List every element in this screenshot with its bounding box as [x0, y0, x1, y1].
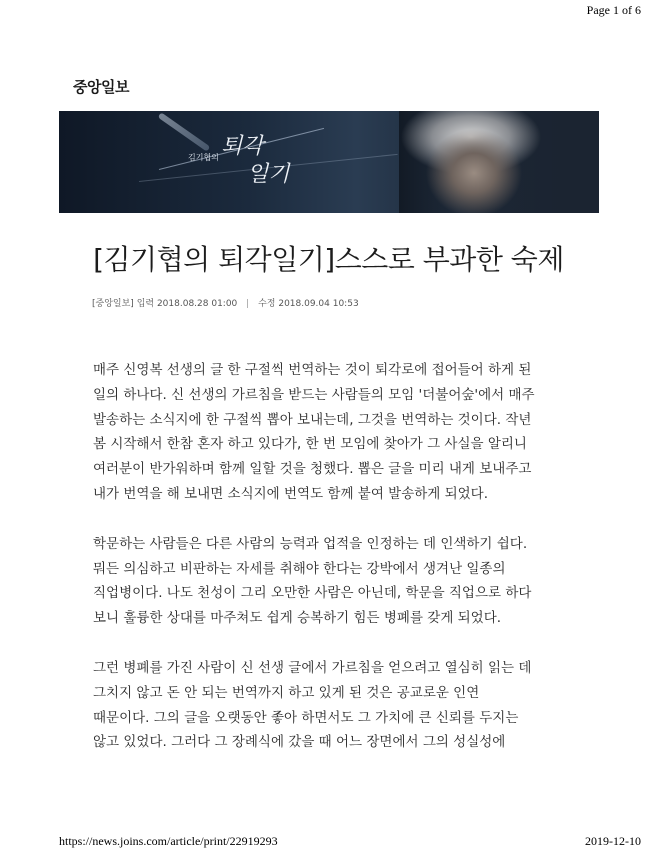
text-line: 그런 병폐를 가진 사람이 신 선생 글에서 가르침을 얻으려고 열심히 읽는 데 [93, 659, 532, 676]
text-line: 그치지 않고 돈 안 되는 번역까지 하고 있게 된 것은 공교로운 인연 [93, 684, 480, 701]
paragraph [93, 656, 571, 755]
article-headline: [김기협의 퇴각일기]스스로 부과한 숙제 [93, 243, 564, 276]
print-date: 2019-12-10 [585, 834, 641, 848]
article-meta [92, 296, 359, 309]
page-indicator: Page 1 of 6 [586, 3, 641, 17]
page-url[interactable]: https://news.joins.com/article/print/22919293 [59, 834, 278, 848]
text-line: 않고 있었다. 그러다 그 장례식에 갔을 때 어느 장면에서 그의 성실성에 [93, 734, 506, 751]
text-line: 일의 하나다. 신 선생의 가르침을 받드는 사람들의 모임 '더불어숲'에서 매주 [93, 386, 535, 403]
published-label: 입력 [136, 299, 155, 309]
text-line: 내가 번역을 해 보내면 소식지에 번역도 함께 붙여 발송하게 되었다. [93, 485, 489, 502]
updated-time: 2018.09.04 10:53 [278, 299, 359, 309]
banner-title-part1: 퇴각 [221, 134, 264, 159]
text-line: 봄 시작해서 한참 혼자 하고 있다가, 한 번 모임에 찾아가 그 사실을 알리니 [93, 436, 527, 453]
pen-graphic [158, 112, 211, 151]
banner-title-part2: 일기 [247, 162, 290, 187]
banner-author-label: 김기협의 [188, 153, 219, 162]
text-line: 발송하는 소식지에 한 구절씩 뽑아 보내는데, 그것을 번역하는 것이다. 작년 [93, 411, 532, 428]
paragraph [93, 358, 571, 507]
text-line: 뭐든 의심하고 비판하는 자세를 취해야 한다는 강박에서 생겨난 일종의 [93, 560, 506, 577]
meta-separator: | [246, 299, 250, 309]
text-line: 직업병이다. 나도 천성이 그리 오만한 사람은 아닌데, 학문을 직업으로 하다 [93, 585, 532, 602]
text-line: 보니 훌륭한 상대를 마주쳐도 쉽게 승복하기 힘든 병폐를 갖게 되었다. [93, 610, 502, 627]
author-portrait [399, 111, 599, 213]
published-time: 2018.08.28 01:00 [156, 299, 238, 309]
publication-logo[interactable]: 중앙일보 [73, 78, 129, 96]
article-source: [중앙일보] [92, 299, 134, 309]
column-banner [59, 111, 599, 213]
text-line: 때문이다. 그의 글을 오랫동안 좋아 하면서도 그 가치에 큰 신뢰를 두지는 [93, 709, 519, 726]
updated-label: 수정 [258, 299, 276, 309]
text-line: 여러분이 반가워하며 함께 일할 것을 청했다. 뽑은 글을 미리 내게 보내주고 [93, 461, 532, 478]
article-body [93, 358, 571, 780]
text-line: 매주 신영복 선생의 글 한 구절씩 번역하는 것이 퇴각로에 접어들어 하게 된 [93, 362, 532, 378]
paragraph [93, 532, 571, 631]
text-line: 학문하는 사람들은 다른 사람의 능력과 업적을 인정하는 데 인색하기 쉽다. [93, 535, 528, 552]
